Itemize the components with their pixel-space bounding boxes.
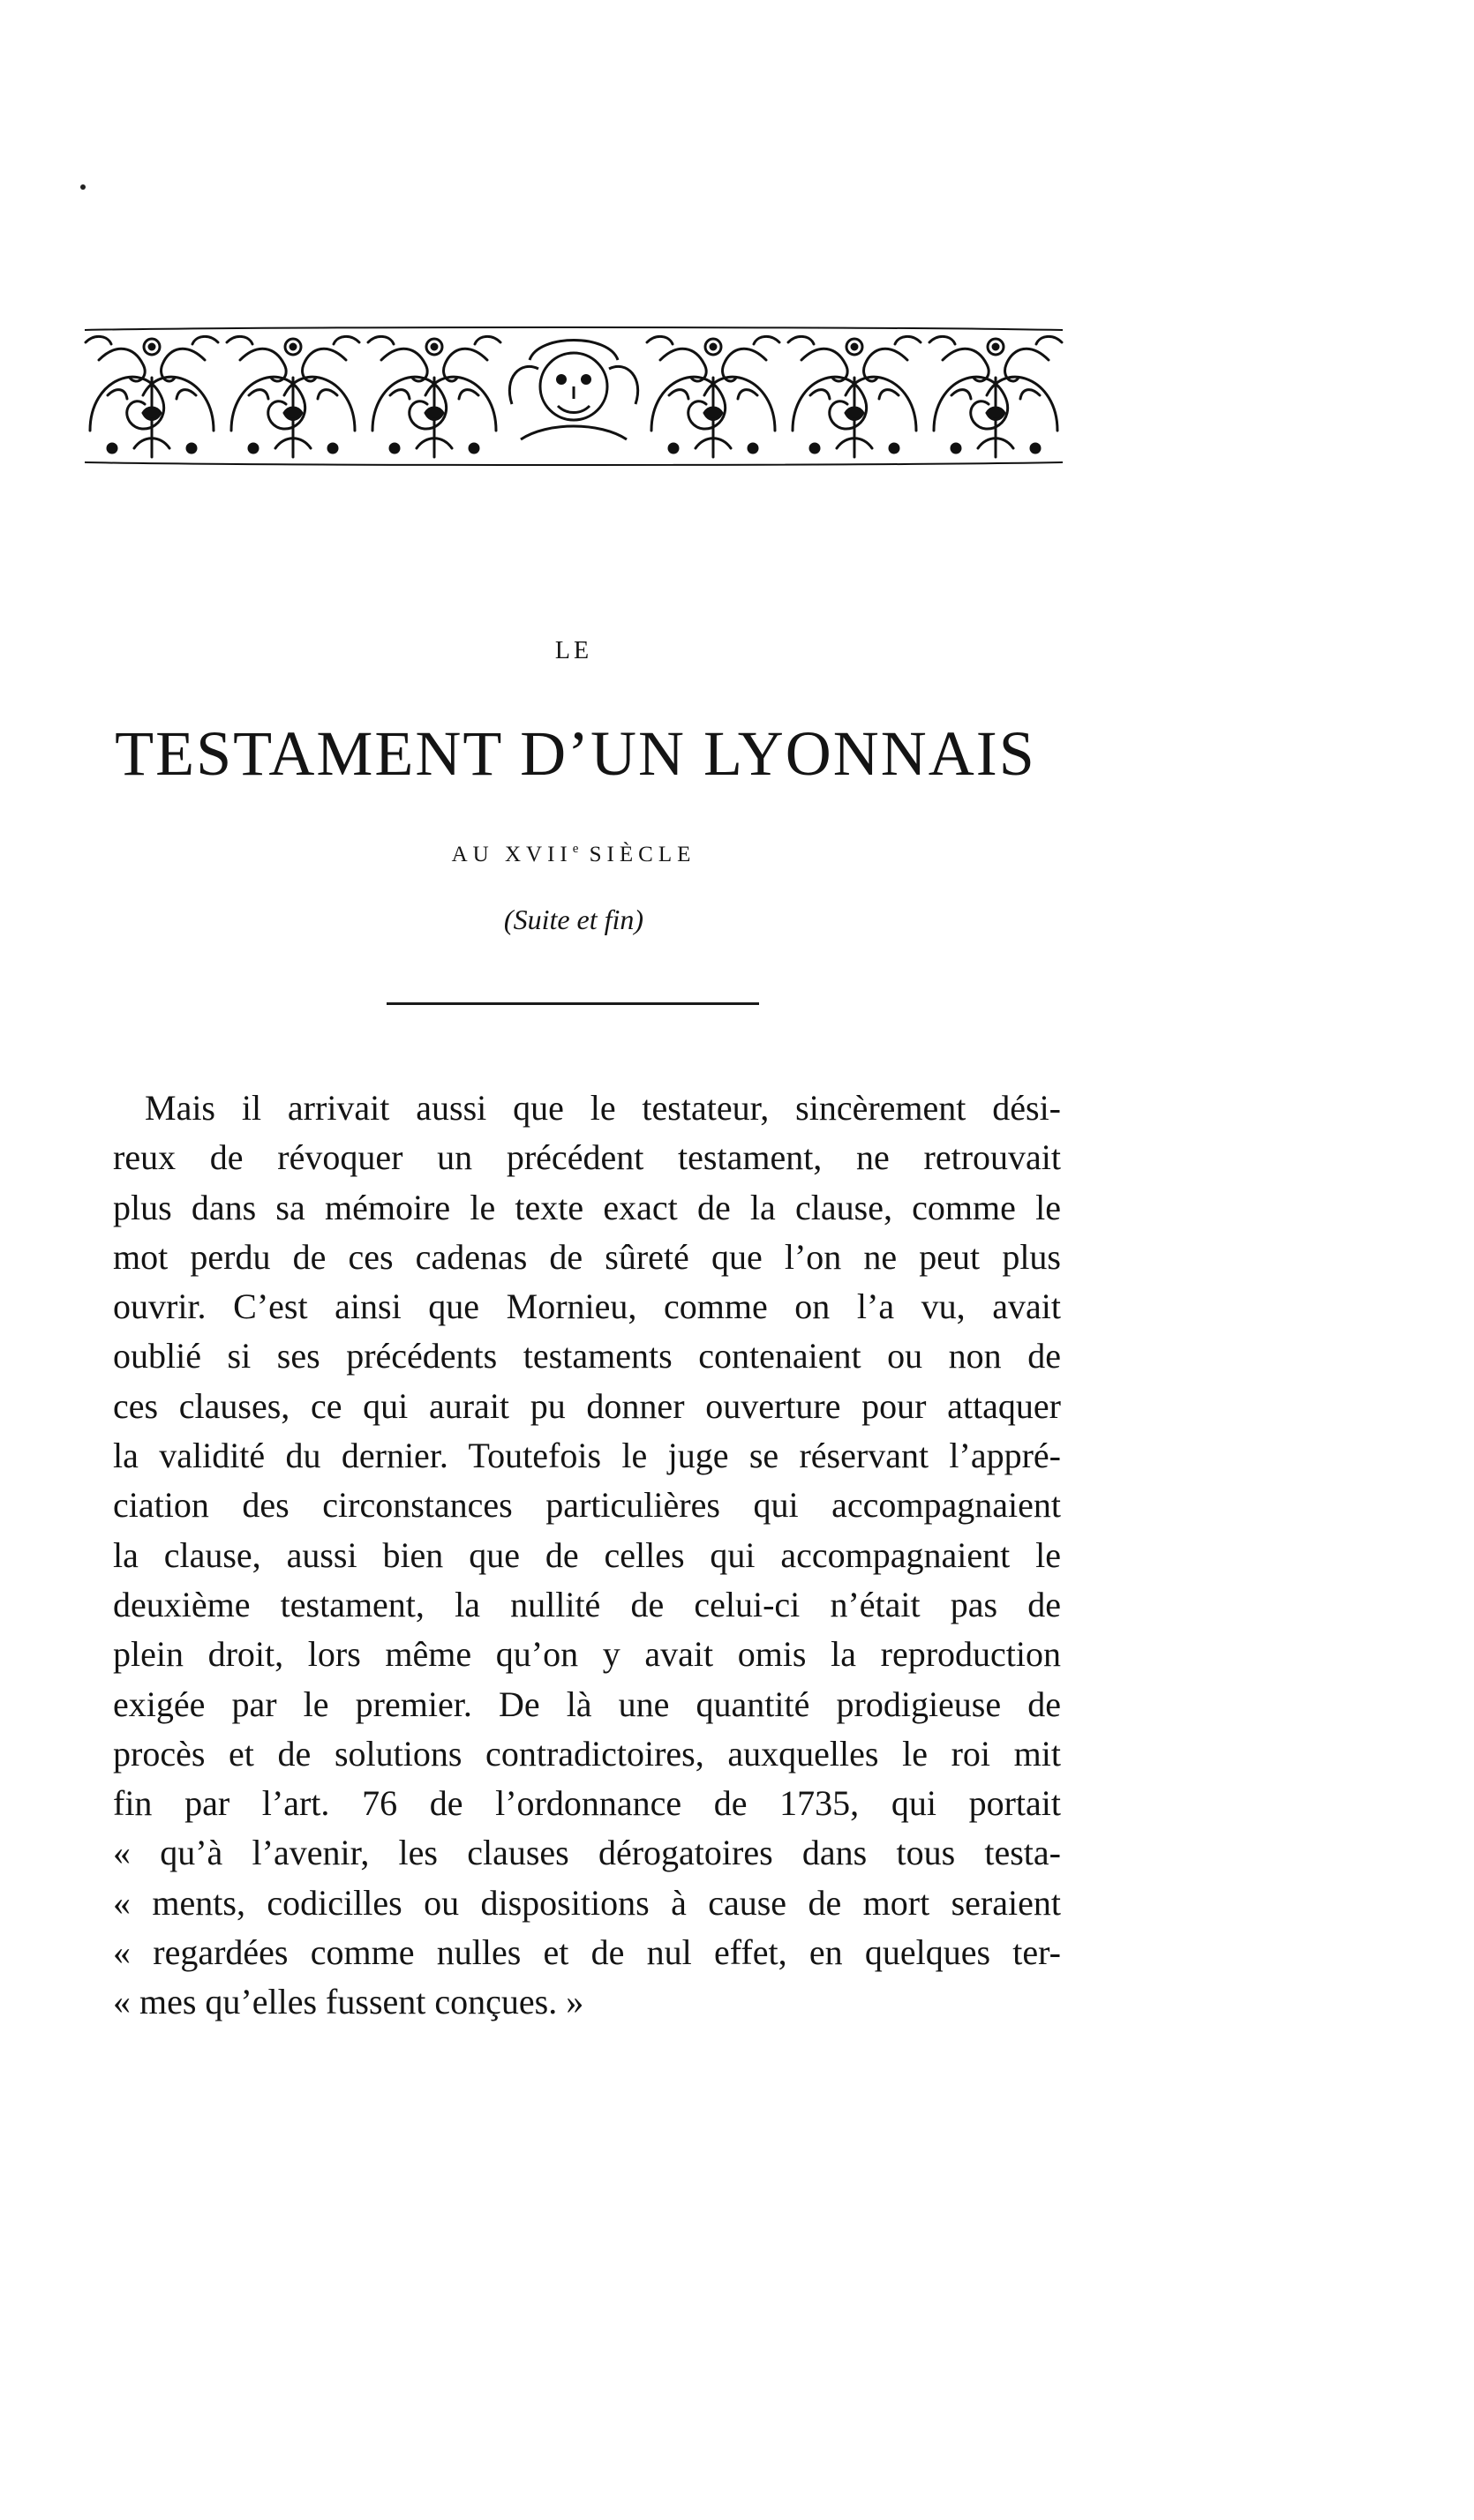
subtitle-superscript: e — [572, 842, 579, 856]
text-line: ciation des circonstances particulières qui accompagnaient — [113, 1485, 1061, 1526]
subtitle — [0, 842, 1147, 867]
heading-article: LE — [554, 637, 593, 664]
text-line: plein droit, lors même qu’on y avait omis la reproduction — [113, 1634, 1061, 1675]
text-line: exigée par le premier. De là une quantité prodigieuse de — [113, 1684, 1061, 1724]
text-line: Mais il arrivait aussi que le testateur, sincèrement dési- — [145, 1088, 1061, 1128]
ink-speck — [80, 184, 86, 190]
text-line: fin par l’art. 76 de l’ordonnance de 1735, qui portait — [113, 1783, 1061, 1824]
text-line: reux de révoquer un précédent testament, ne retrouvait — [113, 1137, 1061, 1178]
body-paragraph — [113, 1084, 1061, 2028]
text-line: ces clauses, ce qui aurait pu donner ouverture pour attaquer — [113, 1385, 1061, 1426]
subtitle-suffix: SIÈCLE — [578, 843, 696, 866]
subtitle-text: AU XVII — [451, 843, 573, 866]
section-divider — [387, 1002, 759, 1005]
text-line: « qu’à l’avenir, les clauses dérogatoires dans tous testa- — [113, 1833, 1061, 1873]
subtitle-note: (Suite et fin) — [503, 904, 644, 935]
text-line: oublié si ses précédents testaments contenaient ou non de — [113, 1336, 1061, 1376]
text-line: la clause, aussi bien que de celles qui accompagnaient le — [113, 1534, 1061, 1575]
text-line: ouvrir. C’est ainsi que Mornieu, comme on l’a vu, avait — [113, 1286, 1061, 1327]
text-line: plus dans sa mémoire le texte exact de la clause, comme le — [113, 1187, 1061, 1227]
scrollwork-headpiece-icon — [81, 325, 1066, 468]
text-line: la validité du dernier. Toutefois le juge se réservant l’appré- — [113, 1436, 1061, 1476]
text-line: procès et de solutions contradictoires, auxquelles le roi mit — [113, 1733, 1061, 1774]
text-line: « ments, codicilles ou dispositions à cause de mort seraient — [113, 1882, 1061, 1923]
text-line: « regardées comme nulles et de nul effet, en quelques ter- — [113, 1932, 1061, 1973]
text-line: deuxième testament, la nullité de celui-ci n’était pas de — [113, 1584, 1061, 1624]
text-line: mot perdu de ces cadenas de sûreté que l’on ne peut plus — [113, 1236, 1061, 1277]
text-line: « mes qu’elles fussent conçues. » — [113, 1982, 584, 2022]
page-title: TESTAMENT D’UN LYONNAIS — [115, 718, 1036, 789]
